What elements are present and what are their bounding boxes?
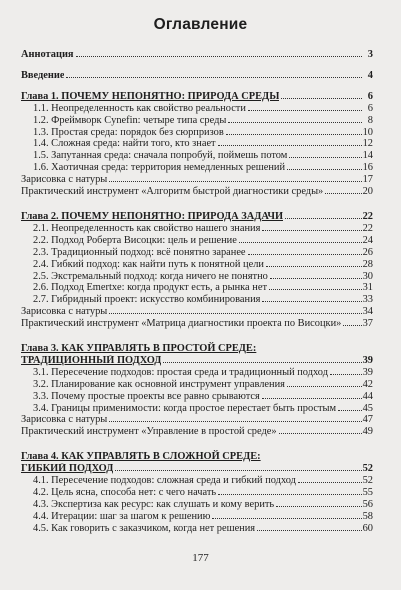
toc-entry[interactable]: [21, 223, 373, 235]
dot-leader: [266, 266, 362, 267]
entry-label: 3.2. Планирование как основной инструмент управления: [33, 378, 285, 390]
entry-page: 6: [367, 102, 373, 114]
dot-leader: [248, 254, 362, 255]
chapter-heading-4[interactable]: [21, 451, 373, 475]
toc-entry[interactable]: [21, 294, 373, 306]
dot-leader: [115, 470, 361, 471]
dot-leader: [269, 289, 362, 290]
dot-leader: [109, 181, 361, 182]
entry-page: 3: [367, 49, 373, 60]
entry-label: 2.3. Традиционный подход: всё понятно заранее: [33, 246, 246, 258]
chapter-heading-3[interactable]: [21, 343, 373, 367]
toc-entry[interactable]: [21, 499, 373, 511]
entry-label: 4.2. Цель ясна, способа нет: с чего начать: [33, 487, 217, 498]
dot-leader: [257, 530, 362, 531]
toc-entry-intro[interactable]: [21, 70, 373, 82]
entry-page: 10: [362, 126, 373, 138]
toc-entry[interactable]: [21, 403, 373, 415]
entry-label: 3.3. Почему простые проекты все равно срываются: [33, 390, 260, 402]
dot-leader: [163, 362, 361, 363]
page-title: Оглавление: [153, 16, 248, 33]
entry-page: 60: [362, 522, 373, 534]
entry-page: 6: [367, 90, 373, 102]
entry-page: 39: [362, 366, 373, 378]
chapter-title-line2: ТРАДИЦИОННЫЙ ПОДХОД: [21, 354, 162, 366]
entry-page: 31: [362, 282, 373, 294]
dot-leader: [109, 421, 361, 422]
toc-entry[interactable]: [21, 379, 373, 391]
entry-label: 4.3. Экспертиза как ресурс: как слушать и кому верить: [33, 498, 275, 510]
chapter-heading-2[interactable]: [21, 211, 373, 223]
entry-page: 12: [362, 138, 373, 150]
toc-entry[interactable]: [21, 367, 373, 379]
entry-label: 3.1. Пересечение подходов: простая среда и традиционный подход: [33, 366, 328, 378]
entry-page: 52: [362, 475, 373, 487]
dot-leader: [262, 398, 362, 399]
chapter-title-line1: Глава 4. КАК УПРАВЛЯТЬ В СЛОЖНОЙ СРЕДЕ:: [21, 451, 261, 463]
dot-leader: [330, 374, 362, 375]
entry-page: 34: [362, 306, 373, 318]
toc-entry[interactable]: [21, 523, 373, 535]
entry-page: 58: [362, 510, 373, 522]
toc-entry[interactable]: [21, 115, 373, 127]
entry-page: 14: [362, 150, 373, 162]
dot-leader: [66, 77, 362, 78]
entry-label: 2.6. Подход Emertxe: когда продукт есть, а рынка нет: [33, 282, 267, 294]
entry-page: 4: [367, 69, 373, 81]
entry-page: 42: [362, 378, 373, 390]
chapter-title: Глава 1. ПОЧЕМУ НЕПОНЯТНО: ПРИРОДА СРЕДЫ: [21, 90, 280, 102]
toc-entry[interactable]: [21, 127, 373, 139]
entry-page: 30: [362, 270, 373, 282]
entry-label: 1.5. Запутанная среда: сначала попробуй, поймешь потом: [33, 150, 288, 162]
chapter-title-line1: Глава 3. КАК УПРАВЛЯТЬ В ПРОСТОЙ СРЕДЕ:: [21, 343, 257, 355]
dot-leader: [287, 386, 362, 387]
toc-entry[interactable]: [21, 282, 373, 294]
page-number: 177: [192, 552, 209, 564]
entry-page: 39: [362, 354, 373, 366]
toc-entry[interactable]: [21, 414, 373, 426]
dot-leader: [262, 230, 361, 231]
dot-leader: [285, 218, 362, 219]
entry-label: 2.2. Подход Роберта Висоцки: цель и решение: [33, 234, 237, 246]
toc-entry[interactable]: [21, 259, 373, 271]
dot-leader: [279, 433, 362, 434]
toc-entry[interactable]: [21, 247, 373, 259]
dot-leader: [262, 301, 361, 302]
dot-leader: [287, 169, 362, 170]
entry-page: 22: [362, 222, 373, 234]
dot-leader: [270, 278, 362, 279]
toc-entry[interactable]: [21, 150, 373, 162]
entry-label: 4.4. Итерации: шаг за шагом к решению: [33, 510, 211, 522]
entry-label: 1.1. Неопределенность как свойство реальности: [33, 102, 246, 114]
entry-label: 1.3. Простая среда: порядок без сюрпризов: [33, 126, 224, 138]
entry-label: 3.4. Границы применимости: когда простое перестает быть простым: [33, 402, 337, 414]
entry-label: Практический инструмент «Управление в простой среде»: [21, 426, 277, 438]
toc-entry-annotation[interactable]: [21, 49, 373, 61]
toc-entry[interactable]: [21, 103, 373, 115]
dot-leader: [281, 98, 362, 99]
table-of-contents: [21, 49, 373, 535]
entry-label: Зарисовка с натуры: [21, 306, 108, 318]
toc-entry[interactable]: [21, 487, 373, 499]
dot-leader: [76, 56, 362, 57]
entry-label: 2.5. Экстремальный подход: когда ничего не понятно: [33, 270, 268, 282]
entry-page: 55: [362, 487, 373, 498]
entry-page: 33: [362, 294, 373, 306]
toc-entry[interactable]: [21, 475, 373, 487]
entry-page: 20: [362, 186, 373, 198]
toc-entry[interactable]: [21, 426, 373, 438]
entry-page: 56: [362, 498, 373, 510]
entry-page: 47: [362, 414, 373, 426]
toc-entry[interactable]: [21, 511, 373, 523]
entry-page: 24: [362, 234, 373, 246]
entry-label: Введение: [21, 69, 65, 81]
entry-label: Практический инструмент «Алгоритм быстрой диагностики среды»: [21, 186, 324, 198]
dot-leader: [218, 494, 361, 495]
entry-label: 1.6. Хаотичная среда: территория немедленных решений: [33, 162, 286, 174]
toc-entry[interactable]: [21, 318, 373, 330]
dot-leader: [226, 134, 362, 135]
toc-entry[interactable]: [21, 306, 373, 318]
entry-page: 45: [362, 402, 373, 414]
chapter-title-line2: ГИБКИЙ ПОДХОД: [21, 463, 114, 475]
dot-leader: [109, 313, 361, 314]
chapter-title-line2-row: [21, 463, 373, 475]
entry-label: 2.4. Гибкий подход: как найти путь к понятной цели: [33, 258, 264, 270]
entry-page: 8: [367, 114, 373, 126]
entry-label: Зарисовка с натуры: [21, 414, 108, 426]
dot-leader: [276, 506, 361, 507]
entry-label: Аннотация: [21, 49, 74, 60]
toc-entry[interactable]: [21, 271, 373, 283]
toc-entry[interactable]: [21, 138, 373, 150]
toc-entry[interactable]: [21, 235, 373, 247]
toc-entry[interactable]: [21, 174, 373, 186]
entry-page: 16: [362, 162, 373, 174]
dot-leader: [248, 110, 362, 111]
entry-page: 26: [362, 246, 373, 258]
entry-page: 28: [362, 258, 373, 270]
entry-label: Зарисовка с натуры: [21, 174, 108, 186]
toc-entry[interactable]: [21, 162, 373, 174]
entry-label: Практический инструмент «Матрица диагностики проекта по Висоцки»: [21, 318, 342, 330]
dot-leader: [289, 157, 361, 158]
entry-label: 2.7. Гибридный проект: искусство комбинирования: [33, 294, 261, 306]
dot-leader: [343, 325, 361, 326]
dot-leader: [298, 482, 362, 483]
entry-page: 37: [362, 318, 373, 330]
dot-leader: [325, 193, 361, 194]
entry-page: 44: [362, 390, 373, 402]
dot-leader: [338, 410, 361, 411]
dot-leader: [239, 242, 362, 243]
entry-page: 49: [362, 426, 373, 438]
entry-label: 4.1. Пересечение подходов: сложная среда и гибкий подход: [33, 475, 296, 487]
dot-leader: [228, 122, 362, 123]
entry-label: 4.5. Как говорить с заказчиком, когда нет решения: [33, 522, 256, 534]
dot-leader: [212, 518, 361, 519]
chapter-title: Глава 2. ПОЧЕМУ НЕПОНЯТНО: ПРИРОДА ЗАДАЧИ: [21, 210, 284, 222]
entry-label: 1.2. Фреймворк Cynefin: четыре типа среды: [33, 114, 227, 126]
toc-entry[interactable]: [21, 186, 373, 198]
chapter-title-line2-row: [21, 355, 373, 367]
entry-page: 52: [362, 463, 373, 475]
entry-label: 1.4. Сложная среда: найти того, кто знает: [33, 138, 216, 150]
toc-entry[interactable]: [21, 391, 373, 403]
entry-page: 17: [362, 174, 373, 186]
entry-label: 2.1. Неопределенность как свойство нашего знания: [33, 222, 261, 234]
dot-leader: [218, 145, 362, 146]
chapter-heading-1[interactable]: [21, 91, 373, 103]
entry-page: 22: [362, 210, 373, 222]
